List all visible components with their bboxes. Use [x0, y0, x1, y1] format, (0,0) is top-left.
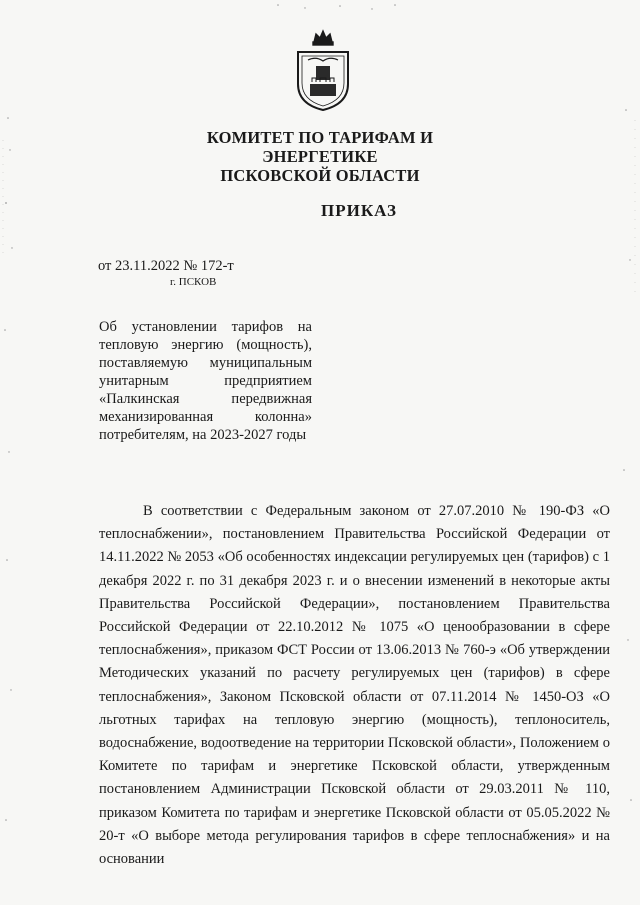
- organization-name-line1: КОМИТЕТ ПО ТАРИФАМ И ЭНЕРГЕТИКЕ: [206, 128, 434, 166]
- pskov-coat-of-arms-icon: [292, 28, 354, 112]
- city-label: г. ПСКОВ: [170, 276, 217, 288]
- organization-name: [150, 128, 490, 185]
- organization-name-line2: ПСКОВСКОЙ ОБЛАСТИ: [220, 166, 420, 185]
- document-type-title: ПРИКАЗ: [321, 201, 397, 220]
- date-and-number: от 23.11.2022 № 172-т: [98, 258, 234, 274]
- order-subject: Об установлении тарифов на тепловую энергию (мощность), поставляемую муниципальным унитарным предприятием «Палкинская передвижная механизированная колонна» потребителям, на 2023-2027 годы: [99, 319, 312, 443]
- order-body-paragraph: В соответствии с Федеральным законом от 27.07.2010 № 190-ФЗ «О теплоснабжении», постановлением Правительства Российской Федерации от 14.11.2022 № 2053 «Об особенностях индексации регулируемых цен (тарифов) с 1 декабря 2022 г. по 31 декабря 2023 г. и о внесении изменений в некоторые акты Правительства Российской Федерации», постановлением Правительства Российской Федерации от 22.10.2012 № 1075 «О ценообразовании в сфере теплоснабжения», приказом ФСТ России от 13.06.2013 № 760-э «Об утверждении Методических указаний по расчету регулируемых цен (тарифов) в сфере теплоснабжения», Законом Псковской области от 07.11.2014 № 1450-ОЗ «О льготных тарифах на тепловую энергию (мощность), теплоноситель, водоснабжение, водоотведение на территории Псковской области», Положением о Комитете по тарифам и энергетике Псковской области, утвержденным постановлением Администрации Псковской области от 29.03.2011 № 110, приказом Комитета по тарифам и энергетике Псковской области от 05.05.2022 № 20-т «О выборе метода регулирования тарифов в сфере теплоснабжения» и на основании: [99, 503, 610, 868]
